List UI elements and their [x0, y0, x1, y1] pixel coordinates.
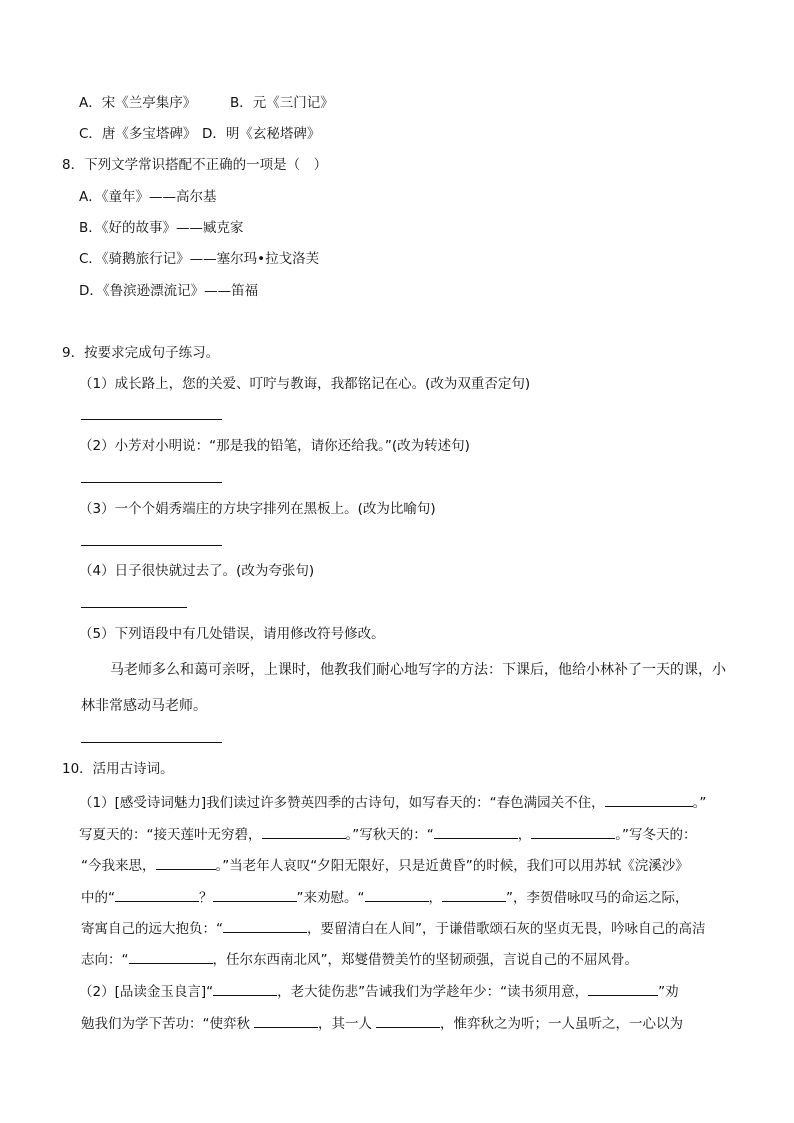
q10-text: 勉我们为学下苦功：“使弈秋	[81, 1016, 250, 1032]
q10-text: ，其一人	[318, 1016, 372, 1032]
q10-text: 。”	[692, 795, 707, 811]
q10-line-6	[81, 949, 638, 969]
q9-stem: 9．按要求完成句子练习。	[62, 345, 220, 361]
q9-answer-line-3[interactable]	[81, 545, 222, 546]
q9-sub4: （4）日子很快就过去了。(改为夸张句)	[79, 563, 315, 579]
q9-sub5: （5）下列语段中有几处错误，请用修改符号修改。	[79, 626, 385, 642]
q9-sub1: （1）成长路上，您的关爱、叮咛与教诲，我都铭记在心。(改为双重否定句)	[79, 376, 531, 392]
q10-text: ，要留清白在人间”，于谦借歌颂石灰的坚贞无畏，吟咏自己的高洁	[307, 921, 706, 937]
q10-text: ”来劝慰。“	[296, 890, 365, 906]
q10-line-7	[79, 981, 679, 1001]
q10-text: ，任尔东西南北风”，郑燮借赞美竹的坚韧顽强，言说自己的不屈风骨。	[212, 952, 638, 968]
q10-stem: 10．活用古诗词。	[62, 761, 174, 777]
q9-sub2: （2）小芳对小明说：“那是我的铅笔，请你还给我。”(改为转述句)	[79, 438, 470, 454]
q10-text: 志向：“	[81, 952, 129, 968]
q10-line-3	[81, 855, 689, 875]
q8-option-a: A．《童年》——高尔基	[79, 189, 217, 205]
q8-option-c: C．《骑鹅旅行记》——塞尔玛•拉戈洛芙	[79, 251, 320, 267]
q10-text: 寄寓自己的远大抱负：“	[81, 921, 223, 937]
q10-text: 。”写冬天的：	[615, 827, 697, 843]
q10-line-8	[81, 1013, 683, 1033]
q10-text: ，老大徒伤悲”告诫我们为学趁年少：“读书须用意，	[277, 984, 589, 1000]
q9-sub3: （3）一个个娟秀端庄的方块字排列在黑板上。(改为比喻句)	[79, 501, 436, 517]
q10-text: 写夏天的：“接天莲叶无穷碧，	[79, 827, 262, 843]
q10-line-1	[79, 792, 706, 812]
q10-text: ”，李贺借咏叹马的命运之际，	[506, 890, 689, 906]
fill-blank[interactable]	[213, 981, 277, 996]
q9-answer-line-2[interactable]	[81, 482, 222, 483]
fill-blank[interactable]	[213, 887, 297, 902]
q7-option-a: A．宋《兰亭集序》	[79, 95, 197, 111]
q7-option-d: D．明《玄秘塔碑》	[202, 126, 321, 142]
q8-option-d: D．《鲁滨逊漂流记》——笛福	[79, 283, 259, 299]
q10-line-5	[81, 918, 706, 938]
q8-option-b: B．《好的故事》——臧克家	[79, 220, 244, 236]
q8-stem: 8．下列文学常识搭配不正确的一项是（ ）	[62, 157, 328, 173]
q10-text: ，惟弈秋之为听；一人虽听之，一心以为	[440, 1016, 683, 1032]
fill-blank[interactable]	[365, 887, 429, 902]
q7-option-b: B．元《三门记》	[230, 95, 334, 111]
fill-blank[interactable]	[588, 981, 658, 996]
fill-blank[interactable]	[605, 792, 693, 807]
q10-text: ？	[199, 890, 213, 906]
q10-text: 。”当老年人哀叹“夕阳无限好，只是近黄昏”的时候，我们可以用苏轼《浣溪沙》	[215, 858, 689, 874]
fill-blank[interactable]	[262, 824, 346, 839]
q7-option-c: C．唐《多宝塔碑》	[79, 126, 197, 142]
fill-blank[interactable]	[376, 1013, 440, 1028]
q9-paragraph-line-1: 马老师多么和蔼可亲呀，上课时，他教我们耐心地写字的方法：下课后，他给小林补了一天的课，小	[110, 662, 726, 678]
q10-text: ”劝	[658, 984, 679, 1000]
q9-answer-line-1[interactable]	[81, 419, 222, 420]
fill-blank[interactable]	[531, 824, 615, 839]
q10-text: 。”写秋天的：“	[345, 827, 434, 843]
q10-line-4	[81, 887, 689, 907]
q10-text: （1）[感受诗词魅力]我们读过许多赞英四季的古诗句，如写春天的：“春色满园关不住，	[79, 795, 605, 811]
fill-blank[interactable]	[115, 887, 199, 902]
q10-text: “今我来思，	[81, 858, 156, 874]
q9-paragraph-line-2: 林非常感动马老师。	[81, 698, 207, 714]
q10-text: ，	[517, 827, 532, 843]
q10-text: 中的“	[81, 890, 115, 906]
fill-blank[interactable]	[254, 1013, 318, 1028]
fill-blank[interactable]	[129, 949, 213, 964]
fill-blank[interactable]	[442, 887, 506, 902]
fill-blank[interactable]	[434, 824, 518, 839]
q10-text: ，	[428, 890, 442, 906]
fill-blank[interactable]	[223, 918, 307, 933]
q9-answer-line-4[interactable]	[81, 607, 187, 608]
q10-text: （2）[品读金玉良言]“	[79, 984, 214, 1000]
q10-line-2	[79, 824, 697, 844]
q9-answer-line-5[interactable]	[81, 742, 222, 743]
fill-blank[interactable]	[156, 855, 216, 870]
